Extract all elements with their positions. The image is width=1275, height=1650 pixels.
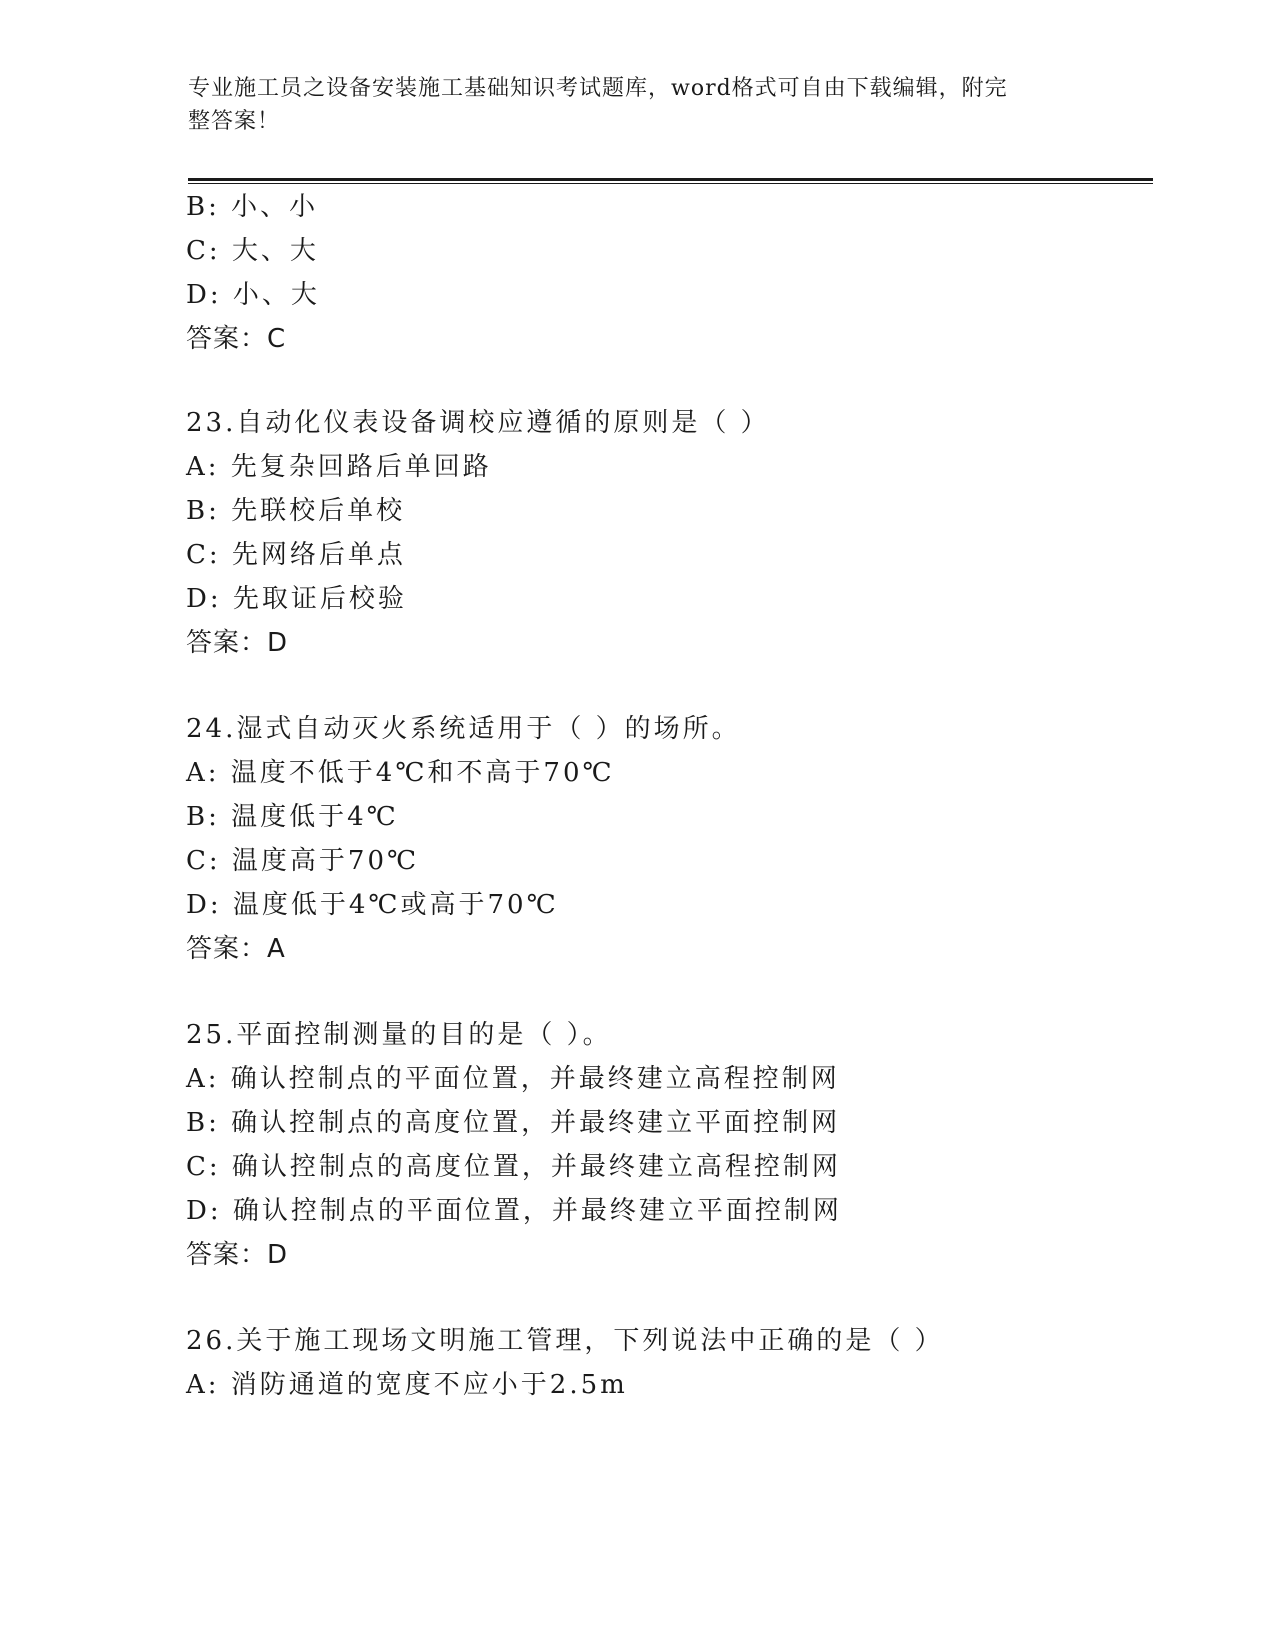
q24-answer: 答案：A	[186, 934, 286, 964]
q24-option-b: B: 温度低于4℃	[186, 802, 399, 832]
q23-answer: 答案：D	[186, 628, 289, 658]
q24-option-a: A: 温度不低于4℃和不高于70℃	[186, 758, 615, 788]
q24-option-c: C: 温度高于70℃	[186, 846, 420, 876]
header-divider-thick	[188, 178, 1153, 181]
header-text-line-1: 专业施工员之设备安装施工基础知识考试题库，word格式可自由下载编辑，附完	[188, 76, 1008, 101]
q23-question: 23.自动化仪表设备调校应遵循的原则是（ ）	[186, 408, 770, 438]
q22-option-d: D: 小、大	[186, 280, 320, 310]
q25-answer: 答案：D	[186, 1240, 289, 1270]
document-header	[188, 72, 1068, 138]
header-text-line-2: 整答案！	[188, 109, 281, 134]
q24-question: 24.湿式自动灭火系统适用于（ ）的场所。	[186, 714, 741, 744]
q25-option-d: D: 确认控制点的平面位置，并最终建立平面控制网	[186, 1196, 842, 1226]
q26-question: 26.关于施工现场文明施工管理，下列说法中正确的是（ ）	[186, 1326, 944, 1356]
q25-option-a: A: 确认控制点的平面位置，并最终建立高程控制网	[186, 1064, 840, 1094]
q23-option-a: A: 先复杂回路后单回路	[186, 452, 492, 482]
q25-question: 25.平面控制测量的目的是（ ）。	[186, 1020, 612, 1050]
q22-option-b: B: 小、小	[186, 192, 319, 222]
q22-option-c: C: 大、大	[186, 236, 319, 266]
q24-option-d: D: 温度低于4℃或高于70℃	[186, 890, 559, 920]
q25-option-c: C: 确认控制点的高度位置，并最终建立高程控制网	[186, 1152, 841, 1182]
header-divider-thin	[188, 183, 1153, 184]
q25-option-b: B: 确认控制点的高度位置，并最终建立平面控制网	[186, 1108, 841, 1138]
q23-option-b: B: 先联校后单校	[186, 496, 406, 526]
q26-option-a: A: 消防通道的宽度不应小于2.5m	[186, 1370, 628, 1400]
q23-option-c: C: 先网络后单点	[186, 540, 406, 570]
q23-option-d: D: 先取证后校验	[186, 584, 407, 614]
q22-answer: 答案：C	[186, 324, 287, 354]
